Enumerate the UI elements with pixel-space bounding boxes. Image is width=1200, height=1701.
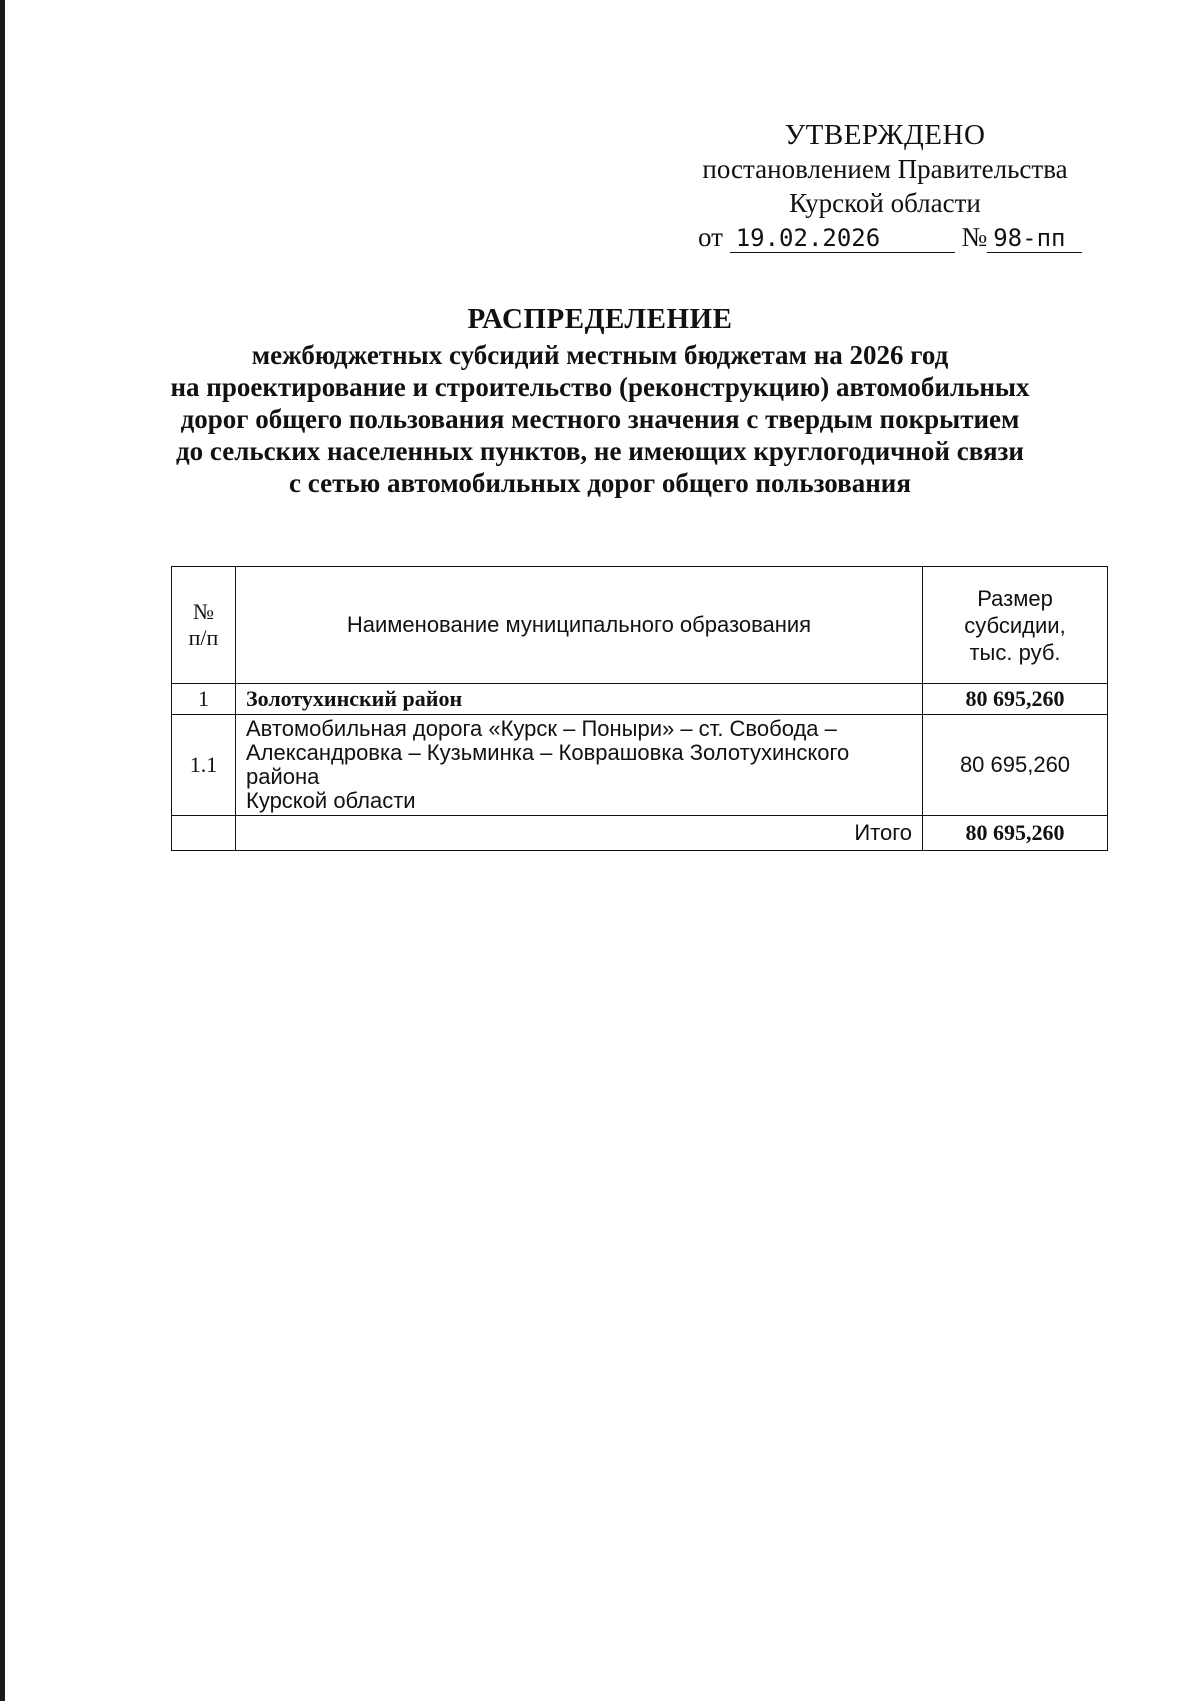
row-name-line-2: Александровка – Кузьминка – Коврашовка Золотухинского района bbox=[246, 740, 850, 789]
row-name-line-1: Автомобильная дорога «Курск – Поныри» – ст. Свобода – bbox=[246, 716, 837, 741]
document-title bbox=[120, 303, 1080, 499]
header-number-symbol: № bbox=[193, 599, 214, 624]
header-amount-line-2: субсидии, bbox=[964, 612, 1066, 638]
row-name-line-3: Курской области bbox=[246, 788, 416, 813]
header-number bbox=[172, 567, 236, 684]
approval-date: 19.02.2026 bbox=[730, 224, 955, 253]
approval-date-line bbox=[690, 220, 1080, 254]
allocation-table bbox=[171, 566, 1108, 851]
total-amount: 80 695,260 bbox=[923, 816, 1108, 851]
approval-block bbox=[690, 118, 1080, 254]
total-empty-cell bbox=[172, 816, 236, 851]
date-prefix: от bbox=[698, 222, 723, 252]
title-line-4: до сельских населенных пунктов, не имеющих круглогодичной связи bbox=[176, 436, 1024, 466]
approval-number: 98-пп bbox=[987, 224, 1082, 253]
header-amount bbox=[923, 567, 1108, 684]
row-number: 1.1 bbox=[172, 715, 236, 816]
title-line-3: дорог общего пользования местного значения с твердым покрытием bbox=[180, 404, 1020, 434]
title-line-5: с сетью автомобильных дорог общего пользования bbox=[289, 468, 911, 498]
row-number: 1 bbox=[172, 684, 236, 715]
row-amount: 80 695,260 bbox=[923, 715, 1108, 816]
table-row bbox=[172, 715, 1108, 816]
total-row bbox=[172, 816, 1108, 851]
header-amount-line-1: Размер bbox=[977, 585, 1053, 611]
header-amount-line-3: тыс. руб. bbox=[969, 639, 1061, 665]
header-number-label: п/п bbox=[188, 625, 219, 650]
title-line-1: межбюджетных субсидий местным бюджетам на 2026 год bbox=[251, 340, 949, 370]
scan-edge bbox=[0, 0, 5, 1701]
number-prefix: № bbox=[961, 222, 988, 252]
total-label: Итого bbox=[236, 816, 923, 851]
approval-line-1: постановлением Правительства bbox=[702, 154, 1068, 184]
header-name: Наименование муниципального образования bbox=[236, 567, 923, 684]
row-amount: 80 695,260 bbox=[923, 684, 1108, 715]
table-header-row bbox=[172, 567, 1108, 684]
approval-line-2: Курской области bbox=[789, 188, 981, 218]
row-name: Золотухинский район bbox=[236, 684, 923, 715]
approval-heading: УТВЕРЖДЕНО bbox=[784, 119, 986, 151]
title-main: РАСПРЕДЕЛЕНИЕ bbox=[467, 303, 733, 335]
table-row bbox=[172, 684, 1108, 715]
row-name bbox=[236, 715, 923, 816]
title-line-2: на проектирование и строительство (реконструкцию) автомобильных bbox=[170, 372, 1030, 402]
